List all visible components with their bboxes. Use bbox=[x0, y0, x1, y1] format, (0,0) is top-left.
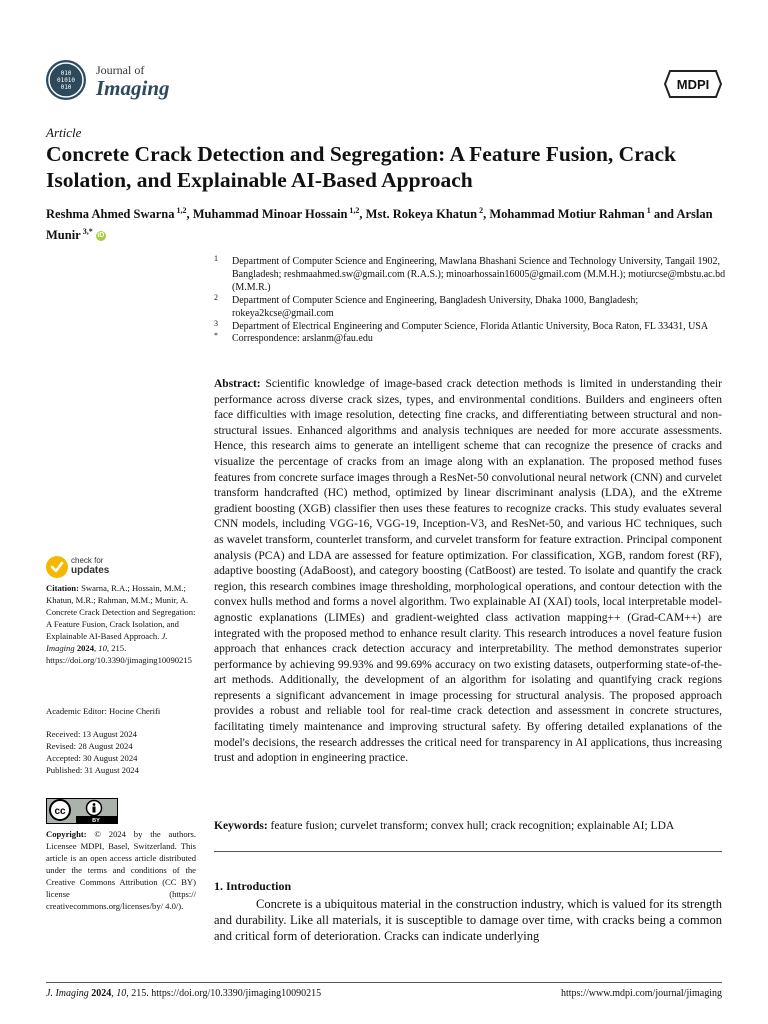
affiliations bbox=[214, 256, 734, 346]
author-name[interactable]: Arslan Munir bbox=[46, 207, 713, 243]
introduction-text: Concrete is a ubiquitous material in the construction industry, which is valued for its strength and durability. Like all materials, it is susceptible to damage over time, with cracks being a common and critical form of deterioration. Cracks can indicate underlying bbox=[214, 897, 722, 944]
author-affiliation: 1,2 bbox=[176, 206, 187, 215]
affiliation-text: Department of Computer Science and Engineering, Mawlana Bhashani Science and Technology University, Tangail 1902, Bangladesh; reshmaahmed.sw@gmail.com (R.A.S.); minoarhossain16005@gmail.com (M.M.H.); motiurcse@mbstu.ac.bd (M.M.R.) bbox=[232, 256, 726, 293]
footer-journal: J. Imaging bbox=[46, 988, 89, 999]
journal-name bbox=[96, 64, 170, 99]
footer-divider bbox=[46, 982, 722, 983]
affiliation-item bbox=[214, 333, 734, 346]
svg-text:cc: cc bbox=[54, 806, 66, 817]
citation-block: Citation: Swarna, R.A.; Hossain, M.M.; Khatun, M.R.; Rahman, M.M.; Munir, A. Concrete Crack Detection and Segregation: A Feature Fusion, Crack Isolation, and Explainable AI-Based Approach. J. Imaging 2024, 10, 215. https://doi.org/10.3390/jimaging10090215 bbox=[46, 583, 196, 665]
journal-logo-binary-2: 01010 bbox=[56, 77, 76, 84]
affiliation-number: 3 bbox=[214, 318, 218, 328]
footer-citation: J. Imaging 2024, 10, 215. https://doi.org/10.3390/jimaging10090215 bbox=[46, 988, 322, 999]
affiliation-text: Correspondence: arslanm@fau.edu bbox=[232, 333, 373, 345]
date-published: Published: 31 August 2024 bbox=[46, 765, 139, 775]
citation-year: 2024 bbox=[76, 643, 94, 653]
citation-volume: 10 bbox=[98, 643, 107, 653]
cc-by-license-icon[interactable] bbox=[46, 798, 118, 824]
journal-logo-icon bbox=[46, 60, 86, 100]
affiliation-number: * bbox=[214, 331, 218, 341]
check-updates-line2: updates bbox=[71, 565, 110, 576]
article-title: Concrete Crack Detection and Segregation: A Feature Fusion, Crack Isolation, and Explainable AI-Based Approach bbox=[46, 142, 676, 192]
section-divider bbox=[214, 851, 722, 852]
footer-year: 2024 bbox=[91, 988, 112, 999]
affiliation-text: Department of Computer Science and Engineering, Bangladesh University, Dhaka 1000, Bangladesh; rokeya2kcse@gmail.com bbox=[232, 294, 639, 319]
author-name[interactable]: Mohammad Motiur Rahman bbox=[489, 207, 645, 222]
affiliation-text: Department of Electrical Engineering and Computer Science, Florida Atlantic University, Boca Raton, FL 33431, USA bbox=[232, 320, 709, 332]
orcid-icon[interactable]: iD bbox=[97, 232, 105, 240]
copyright-label: Copyright: bbox=[46, 829, 87, 839]
author-affiliation: 1 bbox=[646, 206, 651, 215]
abstract-text: Scientific knowledge of image-based crack detection methods is limited in understanding their performance across diverse crack sizes, types, and environmental conditions. Builders and engineers often face difficulties with image resolution, detecting fine cracks, and differentiating between structural and non-structural issues. Enhanced algorithms and analysis techniques are needed for more accurate assessments. Hence, this research aims to generate an intelligent scheme that can recognize the presence of cracks and visualize the percentage of cracks from an image along with an explanation. The proposed method fuses features from concrete surface images through a ResNet-50 convolutional neural network (CNN) and curvelet transform handcrafted (HC) method, optimized by linear discriminant analysis (LDA), and the eXtreme gradient boosting (XGB) classifier then uses these features to recognize cracks. This study evaluates several CNN models, including VGG-16, VGG-19, Inception-V3, and ResNet-50, and various HC techniques, such as wavelet transform, counterlet transform, and curvelet transform for feature extraction. Principal component analysis (PCA) and LDA are assessed for feature optimization. For classification, XGB, random forest (RF), adaptive boosting (AdaBoost), and category boosting (CatBoost) are tested. To isolate and quantify the crack region, this research combines image thresholding, morphological operations, and contour detection with the convex hulls method and forms a novel algorithm. Two explainable AI (XAI) tools, local interpretable model-agnostic explanations (LIMEs) and gradient-weighted class activation mapping++ (Grad-CAM++) are integrated with the proposed method to enhance result clarity. This research introduces a novel feature fusion approach that enhances crack detection accuracy and interpretability. The method demonstrates superior performance by achieving 99.93% and 99.69% accuracy on two existing datasets, outperforming state-of-the-art methods. Additionally, the development of an algorithm for isolating and quantifying crack regions represents a significant advancement in image processing for structural analysis. The proposed approach provides a robust and reliable tool for real-time crack detection and assessment in concrete structures, facilitating timely maintenance and improving structural safety. By offering detailed explanations of the model's decisions, the research addresses the critical need for transparency in AI applications, thus increasing trust and adoption in engineering practice. bbox=[214, 378, 722, 765]
author-name[interactable]: Muhammad Minoar Hossain bbox=[192, 207, 348, 222]
citation-doi-link[interactable]: , 215. https://doi.org/10.3390/jimaging10090215 bbox=[46, 643, 192, 665]
date-revised: Revised: 28 August 2024 bbox=[46, 741, 133, 751]
affiliation-number: 2 bbox=[214, 292, 218, 302]
affiliation-item bbox=[214, 292, 734, 321]
copyright-notice bbox=[46, 828, 196, 912]
cc-by-text: BY bbox=[92, 818, 100, 824]
footer-volume: 10 bbox=[116, 988, 127, 999]
author-affiliation: 2 bbox=[479, 206, 484, 215]
check-updates-label bbox=[71, 556, 109, 576]
check-for-updates-button[interactable] bbox=[46, 556, 176, 580]
academic-editor: Academic Editor: Hocine Cherifi bbox=[46, 706, 161, 716]
journal-logo-binary-3: 010 bbox=[60, 84, 72, 91]
author-separator: and bbox=[650, 207, 677, 222]
abstract-label: Abstract: bbox=[214, 378, 261, 390]
author-list bbox=[46, 202, 736, 244]
check-updates-line1: check for bbox=[71, 556, 104, 565]
citation-journal: J. Imaging bbox=[46, 631, 168, 653]
keywords-label: Keywords: bbox=[214, 820, 268, 832]
keywords-text: feature fusion; curvelet transform; convex hull; crack recognition; explainable AI; LDA bbox=[270, 820, 675, 832]
footer-journal-url[interactable]: https://www.mdpi.com/journal/jimaging bbox=[560, 988, 722, 999]
affiliation-item bbox=[214, 256, 734, 295]
author-affiliation: 1,2 bbox=[349, 206, 360, 215]
citation-text: Swarna, R.A.; Hossain, M.M.; Khatun, M.R.; Rahman, M.M.; Munir, A. Concrete Crack Detection and Segregation: A Feature Fusion, Crack Isolation, and Explainable AI-Based Approach. bbox=[46, 583, 196, 641]
author-separator: , bbox=[483, 207, 490, 222]
date-accepted: Accepted: 30 August 2024 bbox=[46, 753, 138, 763]
author-affiliation: 3,* bbox=[82, 227, 93, 237]
publication-dates bbox=[46, 728, 196, 776]
copyright-text: © 2024 by the authors. Licensee MDPI, Basel, Switzerland. This article is an open access article distributed under the terms and conditions of the Creative Commons Attribution (CC BY) license (https:// creativecommons.org/licenses/by/ 4.0/). bbox=[46, 829, 196, 911]
mdpi-logo-icon bbox=[664, 70, 722, 98]
date-received: Received: 13 August 2024 bbox=[46, 729, 137, 739]
footer-doi-link[interactable]: , 215. https://doi.org/10.3390/jimaging10090215 bbox=[126, 988, 322, 999]
affiliation-item bbox=[214, 318, 734, 334]
author-separator: , bbox=[186, 207, 193, 222]
journal-logo-binary-1: 010 bbox=[60, 70, 72, 77]
author-separator: , bbox=[359, 207, 366, 222]
section-heading-introduction: 1. Introduction bbox=[214, 879, 292, 893]
author-name[interactable]: Reshma Ahmed Swarna bbox=[46, 207, 175, 222]
journal-prefix: Journal of bbox=[96, 63, 145, 77]
article-type: Article bbox=[46, 125, 82, 140]
abstract bbox=[214, 377, 722, 767]
affiliation-number: 1 bbox=[214, 254, 218, 263]
mdpi-logo-text: MDPI bbox=[676, 77, 710, 92]
check-updates-icon bbox=[46, 556, 68, 578]
author-name[interactable]: Mst. Rokeya Khatun bbox=[365, 207, 478, 222]
keywords bbox=[214, 819, 722, 834]
citation-label: Citation: bbox=[46, 583, 79, 593]
journal-title: Imaging bbox=[96, 76, 170, 100]
